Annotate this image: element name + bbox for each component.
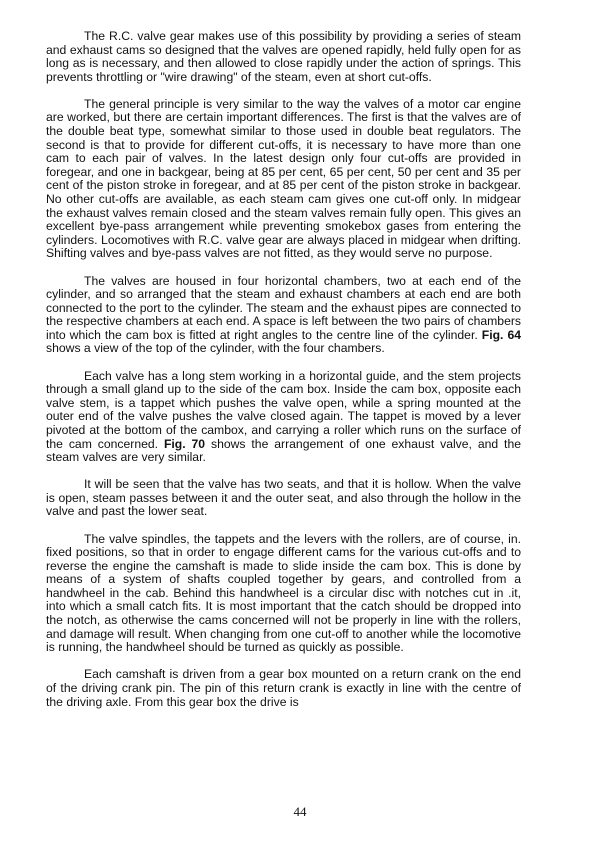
paragraph-4-text-b: shows the arrangement of one exhaust valve, and the steam valves are very similar.: [46, 436, 521, 465]
paragraph-1: [46, 30, 521, 84]
paragraph-3: [46, 275, 521, 357]
paragraph-7-text: Each camshaft is driven from a gear box mounted on a return crank on the end of the driving crank pin. The pin of this return crank is exactly in line with the centre of the driving axle. From this gear box the drive is: [46, 667, 521, 709]
paragraph-7: [46, 668, 521, 709]
paragraph-3-text-b: shows a view of the top of the cylinder, with the four chambers.: [46, 341, 385, 356]
paragraph-3-text-a: The valves are housed in four horizontal chambers, two at each end of the cylinder, and so arranged that the steam and exhaust chambers at each end are both connected to the port to the cylinder. The steam and the exhaust pipes are connected to the respective chambers at each end. A space is left between the two pairs of chambers into which the cam box is fitted at right angles to the centre line of the cylinder.: [46, 273, 521, 342]
paragraph-4-text-a: Each valve has a long stem working in a horizontal guide, and the stem projects through a small gland up to the side of the cam box. Inside the cam box, opposite each valve stem, is a tappet which pushes the valve open, while a spring mounted at the outer end of the valve pushes the valve closed again. The tappet is moved by a lever pivoted at the bottom of the cambox, and carrying a roller which runs on the surface of the cam concerned.: [46, 368, 521, 451]
paragraph-6: [46, 533, 521, 655]
figure-ref-64: Fig. 64: [481, 327, 521, 342]
paragraph-2-text: The general principle is very similar to the way the valves of a motor car engine are worked, but there are certain important differences. The first is that the valves are of the double beat type, somewhat similar to those used in double beat regulators. The second is that to provide for different cut-offs, it is necessary to have more than one cam to each pair of valves. In the latest design only four cut-offs are provided in foregear, and one in backgear, being at 85 per cent, 65 per cent, 50 per cent and 35 per cent of the piston stroke in foregear, and at 85 per cent of the piston stroke in backgear. No other cut-offs are available, as each steam cam gives one cut-off only. In midgear the exhaust valves remain closed and the steam valves remain fully open. This gives an excellent bye-pass arrangement while preventing smokebox gases from entering the cylinders. Locomotives with R.C. valve gear are always placed in midgear when drifting. Shifting valves and bye-pass valves are not fitted, as they would serve no purpose.: [46, 96, 521, 261]
page-number: 44: [293, 804, 307, 819]
page-body: [46, 30, 521, 723]
paragraph-4: [46, 370, 521, 465]
paragraph-5-text: It will be seen that the valve has two seats, and that it is hollow. When the valve is open, steam passes between it and the outer seat, and also through the hollow in the valve and past the lower seat.: [46, 477, 521, 519]
paragraph-5: [46, 478, 521, 519]
paragraph-6-text: The valve spindles, the tappets and the levers with the rollers, are of course, in. fixed positions, so that in order to engage different cams for the various cut-offs and to reverse the engine the camshaft is made to slide inside the cam box. This is done by means of a system of shafts coupled together by gears, and controlled from a handwheel in the cab. Behind this handwheel is a circular disc with notches cut in .it, into which a small catch fits. It is most important that the catch should be dropped into the notch, as otherwise the cams concerned will not be properly in line with the rollers, and damage will result. When changing from one cut-off to another while the locomotive is running, the handwheel should be turned as quickly as possible.: [46, 531, 521, 655]
paragraph-1-text: The R.C. valve gear makes use of this possibility by providing a series of steam and exhaust cams so designed that the valves are opened rapidly, held fully open for as long as is necessary, and then allowed to close rapidly under the action of springs. This prevents throttling or "wire drawing" of the steam, even at short cut-offs.: [46, 29, 521, 84]
figure-ref-70: Fig. 70: [163, 436, 206, 451]
paragraph-2: [46, 98, 521, 261]
